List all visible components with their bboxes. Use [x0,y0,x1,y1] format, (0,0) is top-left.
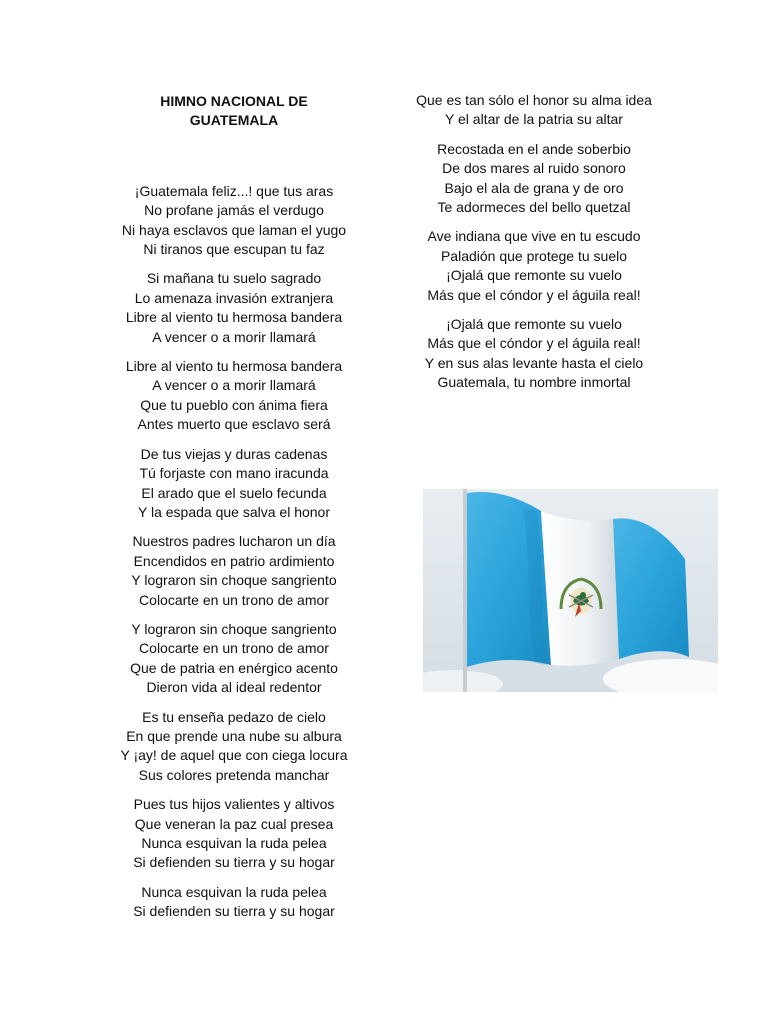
verse-line: Es tu enseña pedazo de cielo [142,708,326,725]
verse-line: Paladión que protege tu suelo [440,247,628,264]
stanza [396,227,672,305]
verse-line: Que tu pueblo con ánima fiera [140,396,328,413]
verse-line: ¡Ojalá que remonte su vuelo [446,316,622,333]
verse-line: ¡Guatemala feliz...! que tus aras [134,182,334,199]
verse-line: Ave indiana que vive en tu escudo [427,228,641,245]
anthem-title [100,92,368,131]
verse-line: De dos mares al ruido sonoro [442,160,626,177]
verse-line: Pues tus hijos valientes y altivos [133,796,335,813]
verse-line: Y ¡ay! de aquel que con ciega locura [120,747,348,764]
verse-line: Que veneran la paz cual presea [134,815,334,832]
verse-line: Ni haya esclavos que laman el yugo [121,221,347,238]
verse-line: No profane jamás el verdugo [144,202,324,219]
stanza [100,357,368,435]
flag-pole [463,489,467,692]
right-column [396,91,672,403]
stanza [100,182,368,260]
verse-line: Nunca esquivan la ruda pelea [141,835,327,851]
stanza [396,91,672,130]
verse-line: Recostada en el ande soberbio [437,140,631,157]
verse-line: Colocarte en un trono de amor [139,591,329,608]
verse-line: Más que el cóndor y el águila real! [427,335,641,352]
verse-line: Bajo el ala de grana y de oro [444,179,624,196]
stanza [100,795,368,873]
right-stanzas [396,91,672,393]
verse-line: En que prende una nube su albura [126,727,342,744]
flag-illustration [423,489,718,692]
verse-line: Si defienden su tierra y su hogar [133,854,335,871]
title-line-2: GUATEMALA [189,112,279,129]
left-stanzas [100,182,368,922]
verse-line: Sus colores pretenda manchar [138,766,330,783]
verse-line: Dieron vida al ideal redentor [146,679,322,696]
left-column [100,92,368,932]
verse-line: Antes muerto que esclavo será [137,416,331,433]
verse-line: Y lograron sin choque sangriento [131,572,337,589]
stanza [100,532,368,610]
verse-line: Y lograron sin choque sangriento [131,620,337,637]
verse-line: El arado que el suelo fecunda [141,484,327,501]
stanza [100,620,368,698]
stanza [100,445,368,523]
stanza [100,269,368,347]
verse-line: Y el altar de la patria su altar [445,111,623,128]
stanza [396,315,672,393]
stanza [396,140,672,218]
verse-line: Libre al viento tu hermosa bandera [125,358,343,375]
verse-line: Encendidos en patrio ardimiento [133,552,335,569]
verse-line: Si defienden su tierra y su hogar [133,903,335,920]
verse-line: ¡Ojalá que remonte su vuelo [446,267,622,284]
verse-line: A vencer o a morir llamará [152,328,316,345]
title-line-1: HIMNO NACIONAL DE [160,93,308,109]
guatemala-flag-image [423,489,718,692]
verse-line: Libre al viento tu hermosa bandera [125,309,343,326]
verse-line: Que de patria en enérgico acento [130,659,338,676]
stanza [100,708,368,786]
verse-line: Te adormeces del bello quetzal [437,199,631,216]
verse-line: Lo amenaza invasión extranjera [134,289,334,306]
verse-line: A vencer o a morir llamará [152,377,316,394]
verse-line: Que es tan sólo el honor su alma idea [416,92,652,108]
stanza [100,883,368,922]
verse-line: Más que el cóndor y el águila real! [427,286,641,303]
verse-line: Nuestros padres lucharon un día [132,533,336,550]
verse-line: Y en sus alas levante hasta el cielo [424,354,644,371]
verse-line: De tus viejas y duras cadenas [140,445,328,462]
verse-line: Y la espada que salva el honor [138,503,330,520]
verse-line: Colocarte en un trono de amor [139,640,329,657]
verse-line: Ni tiranos que escupan tu faz [143,241,325,258]
verse-line: Nunca esquivan la ruda pelea [141,883,327,900]
verse-line: Si mañana tu suelo sagrado [146,270,322,287]
verse-line: Tú forjaste con mano iracunda [139,465,329,482]
verse-line: Guatemala, tu nombre inmortal [437,374,631,391]
